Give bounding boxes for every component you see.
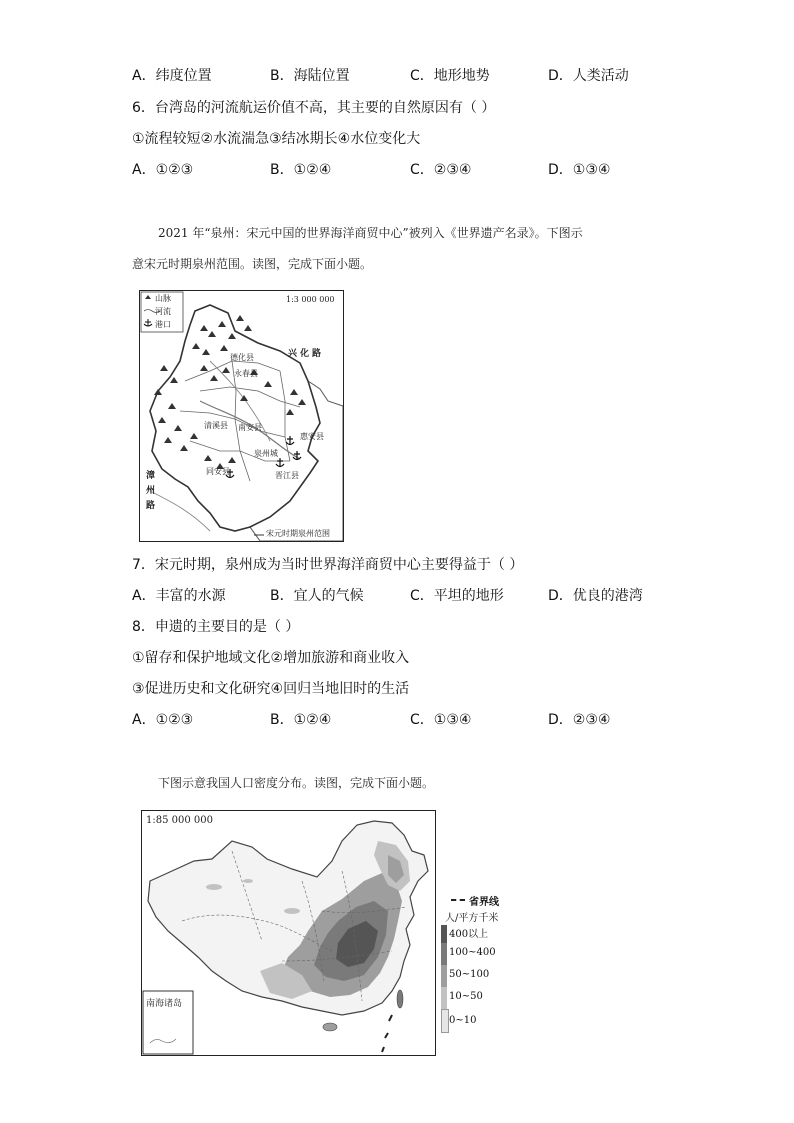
intro1-line1: 2021 年“泉州：宋元中国的世界海洋商贸中心”被列入《世界遗产名录》。下图示	[158, 226, 583, 240]
q5-option-b[interactable]: B．海陆位置	[270, 68, 350, 84]
population-density-map	[141, 810, 436, 1056]
legend-boundary-label: 省界线	[469, 897, 499, 908]
legend-port-label: 港口	[155, 320, 171, 329]
county-jinjiang: 晋江县	[275, 471, 299, 480]
q6-option-c[interactable]: C．②③④	[410, 162, 472, 178]
q5-option-a[interactable]: A．纬度位置	[132, 68, 212, 84]
region-xinghua: 兴化路	[288, 349, 325, 359]
map2-scale: 1:85 000 000	[146, 815, 213, 826]
q8-option-b[interactable]: B．①②④	[270, 712, 332, 728]
map1-scale: 1:3 000 000	[286, 295, 335, 304]
swatch-400-plus	[441, 925, 447, 943]
legend-unit: 人/平方千米	[445, 913, 499, 924]
county-yongchun: 永春县	[234, 369, 258, 378]
swatch-0-10	[441, 1009, 449, 1033]
county-qingxi: 清溪县	[204, 421, 228, 430]
density-legend	[441, 895, 525, 1035]
q7-option-a[interactable]: A．丰富的水源	[132, 588, 226, 604]
china-map-graphic	[142, 811, 435, 1055]
q7-option-c[interactable]: C．平坦的地形	[410, 588, 504, 604]
q7-stem: 7．宋元时期，泉州成为当时世界海洋商贸中心主要得益于（ ）	[132, 557, 524, 573]
class-10-50: 10~50	[449, 991, 483, 1002]
region-zhangzhou: 漳州路	[146, 471, 156, 511]
class-400-plus: 400以上	[449, 929, 489, 940]
q8-stem: 8．申遗的主要目的是（ ）	[132, 619, 300, 635]
boundary-line-sample	[451, 899, 465, 901]
legend-mountain-label: 山脉	[155, 294, 171, 303]
q8-option-d[interactable]: D．②③④	[548, 712, 611, 728]
map1-caption: 宋元时期泉州范围	[266, 529, 330, 538]
class-50-100: 50~100	[449, 969, 490, 980]
q6-items: ①流程较短②水流湍急③结冰期长④水位变化大	[132, 131, 421, 147]
q8-option-c[interactable]: C．①③④	[410, 712, 472, 728]
q6-stem: 6．台湾岛的河流航运价值不高，其主要的自然原因有（ ）	[132, 100, 496, 116]
legend-river-label: 河流	[155, 307, 171, 316]
q6-option-d[interactable]: D．①③④	[548, 162, 611, 178]
intro2-line1: 下图示意我国人口密度分布。读图，完成下面小题。	[158, 776, 435, 790]
q7-option-d[interactable]: D．优良的港湾	[548, 588, 643, 604]
quanzhou-map	[139, 290, 344, 542]
county-dehua: 德化县	[230, 353, 254, 362]
swatch-100-400	[441, 943, 447, 965]
q5-option-c[interactable]: C．地形地势	[410, 68, 490, 84]
quanzhou-city: 泉州城	[254, 449, 278, 458]
q8-items-1: ①留存和保护地域文化②增加旅游和商业收入	[132, 650, 410, 666]
county-nanan: 南安县	[238, 423, 262, 432]
q5-option-d[interactable]: D．人类活动	[548, 68, 629, 84]
county-tongan: 同安县	[206, 467, 230, 476]
south-china-sea-inset-label: 南海诸岛	[146, 999, 183, 1009]
class-0-10: 0~10	[449, 1015, 477, 1026]
q8-option-a[interactable]: A．①②③	[132, 712, 194, 728]
q7-option-b[interactable]: B．宜人的气候	[270, 588, 364, 604]
class-100-400: 100~400	[449, 947, 496, 958]
q6-option-b[interactable]: B．①②④	[270, 162, 332, 178]
q6-option-a[interactable]: A．①②③	[132, 162, 194, 178]
q8-items-2: ③促进历史和文化研究④回归当地旧时的生活	[132, 681, 410, 697]
intro1-line2: 意宋元时期泉州范围。读图，完成下面小题。	[132, 257, 373, 271]
swatch-10-50	[441, 987, 447, 1009]
swatch-50-100	[441, 965, 447, 987]
county-huian: 惠安县	[300, 432, 324, 441]
